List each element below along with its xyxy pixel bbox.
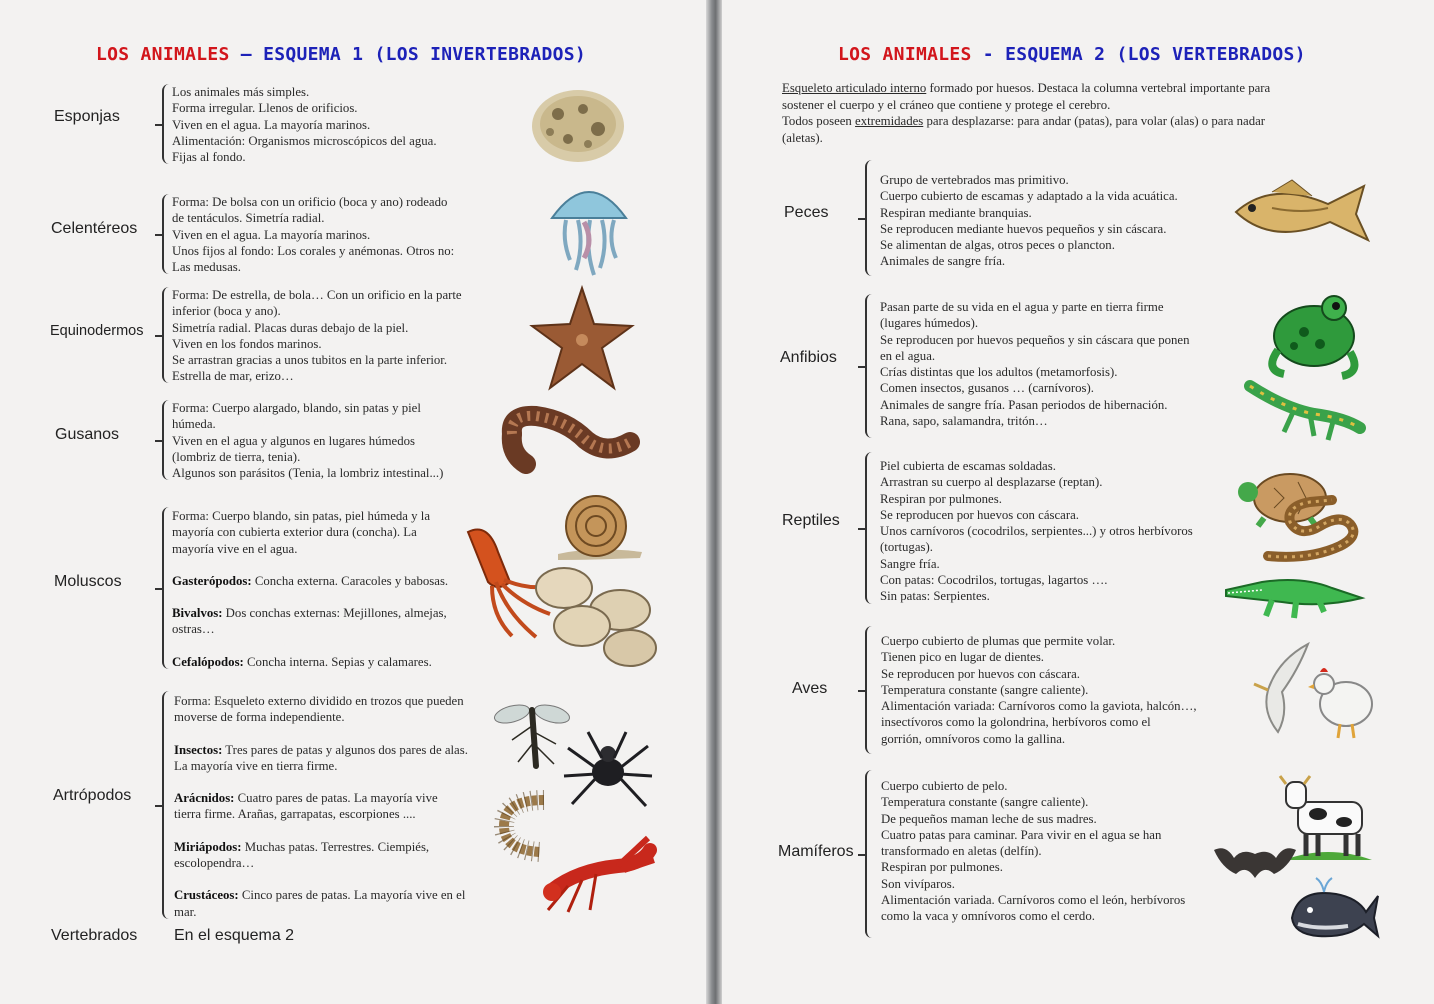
text-line: Alimentación: Organismos microscópicos del agua. bbox=[172, 133, 437, 148]
text-line: Forma: De bolsa con un orificio (boca y ano) rodeado bbox=[172, 195, 448, 209]
block-aves bbox=[881, 633, 1261, 747]
label-anfibios: Anfibios bbox=[780, 349, 837, 366]
text-line: en el agua. bbox=[880, 348, 936, 363]
title-red-part: LOS ANIMALES bbox=[838, 44, 972, 65]
starfish-illustration bbox=[526, 284, 638, 396]
definition: Cuatro pares de patas. La mayoría vive bbox=[234, 791, 438, 806]
label-celentereos: Celentéreos bbox=[51, 220, 138, 237]
text-line: Respiran por pulmones. bbox=[881, 860, 1003, 875]
right-page-title bbox=[838, 44, 1306, 65]
text-line: Piel cubierta de escamas soldadas. bbox=[880, 459, 1056, 473]
block-mamiferos bbox=[881, 778, 1261, 925]
text-line: Viven en el agua. La mayoría marinos. bbox=[172, 117, 371, 132]
block-peces bbox=[880, 172, 1250, 270]
text-line: Son vivíparos. bbox=[881, 876, 955, 891]
brace-reptiles bbox=[865, 452, 875, 604]
left-page-title bbox=[96, 44, 586, 65]
miriapodos-line bbox=[174, 839, 519, 855]
title-blue-part: ESQUEMA 1 (LOS INVERTEBRADOS) bbox=[263, 44, 587, 65]
title-blue-part: ESQUEMA 2 (LOS VERTEBRADOS) bbox=[1005, 44, 1306, 65]
text-line: Alimentación variada. Carnívoros como el león, herbívoros bbox=[881, 893, 1186, 908]
text-line: Respiran por pulmones. bbox=[880, 491, 1002, 506]
spider-illustration bbox=[562, 728, 654, 812]
text-line: (lombriz de tierra, tenia). bbox=[172, 449, 301, 464]
block-anfibios bbox=[880, 299, 1260, 429]
brace-equinodermos bbox=[162, 287, 172, 383]
text-line: Cuerpo cubierto de plumas que permite volar. bbox=[881, 634, 1116, 648]
gasteropodos-line bbox=[172, 573, 502, 589]
text-line: transformado en aletas (delfín). bbox=[881, 844, 1042, 859]
text-line: Los animales más simples. bbox=[172, 85, 310, 99]
text-line: Se alimentan de algas, otros peces o plancton. bbox=[880, 238, 1115, 253]
text-line: mayoría vive en el agua. bbox=[172, 541, 298, 556]
crocodile-illustration bbox=[1222, 568, 1364, 620]
label-mamiferos: Mamíferos bbox=[778, 843, 854, 860]
text-line: Unos carnívoros (cocodrilos, serpientes...) y otros herbívoros bbox=[880, 524, 1193, 539]
text-line: mar. bbox=[174, 904, 197, 919]
brace-celentereos bbox=[162, 194, 172, 274]
brace-peces bbox=[865, 160, 875, 276]
insectos-line bbox=[174, 742, 519, 758]
definition: Dos conchas externas: Mejillones, almejas, bbox=[222, 606, 447, 621]
bat-illustration bbox=[1212, 834, 1298, 884]
text-line: húmeda. bbox=[172, 417, 216, 432]
text-line: Cuerpo cubierto de pelo. bbox=[881, 779, 1008, 793]
brace-anfibios bbox=[865, 294, 875, 438]
bivalvos-line bbox=[172, 605, 502, 621]
block-celentereos bbox=[172, 194, 517, 275]
text-line: Arrastran su cuerpo al desplazarse (reptan). bbox=[880, 475, 1103, 490]
sponge-illustration bbox=[528, 84, 628, 164]
text-line: Forma: Cuerpo alargado, blando, sin patas y piel bbox=[172, 401, 421, 415]
whale-illustration bbox=[1288, 872, 1380, 944]
text-line: Temperatura constante (sangre caliente). bbox=[881, 795, 1089, 810]
aracnidos-line bbox=[174, 790, 519, 806]
text-line: Rana, sapo, salamandra, tritón… bbox=[880, 414, 1048, 429]
text-line: (tortugas). bbox=[880, 540, 933, 555]
right-page bbox=[722, 0, 1434, 1004]
text-line: Se reproducen por huevos pequeños y sin cáscara que ponen bbox=[880, 332, 1190, 347]
text-line: Temperatura constante (sangre caliente). bbox=[881, 682, 1089, 697]
text-line: De pequeños maman leche de sus madres. bbox=[881, 811, 1097, 826]
text-line: Se reproducen por huevos con cáscara. bbox=[880, 507, 1079, 522]
text-line: Sangre fría. bbox=[880, 556, 940, 571]
hen-illustration bbox=[1310, 664, 1380, 740]
page-gutter bbox=[706, 0, 722, 1004]
brace-gusanos bbox=[162, 400, 172, 480]
text-line: Cuatro patas para caminar. Para vivir en el agua se han bbox=[881, 827, 1162, 842]
text-line: Forma: De estrella, de bola… Con un orificio en la parte bbox=[172, 288, 462, 302]
label-gusanos: Gusanos bbox=[55, 426, 120, 443]
text-line: tierra firme. Arañas, garrapatas, escorpiones .... bbox=[174, 807, 416, 822]
text-span: para desplazarse: para andar (patas), para volar (alas) o para nadar bbox=[923, 114, 1266, 128]
text-line: (lugares húmedos). bbox=[880, 316, 979, 331]
insect-illustration bbox=[492, 696, 572, 772]
brace-moluscos bbox=[162, 507, 172, 669]
text-line: como la vaca y omnívoros como el cerdo. bbox=[881, 909, 1095, 924]
text-line: Estrella de mar, erizo… bbox=[172, 369, 294, 384]
text-line: Alimentación variada: Carnívoros como la gaviota, halcón…, bbox=[881, 699, 1197, 714]
text-line: Sin patas: Serpientes. bbox=[880, 589, 990, 604]
text-line: Forma irregular. Llenos de orificios. bbox=[172, 101, 358, 116]
block-equinodermos bbox=[172, 287, 517, 385]
term: Bivalvos: bbox=[172, 606, 223, 621]
text-line: Animales de sangre fría. bbox=[880, 254, 1006, 269]
crayfish-illustration bbox=[538, 830, 658, 916]
text-line: ostras… bbox=[172, 622, 215, 637]
text-line: escolopendra… bbox=[174, 856, 255, 871]
definition: Muchas patas. Terrestres. Ciempiés, bbox=[241, 839, 430, 854]
jellyfish-illustration bbox=[546, 178, 632, 280]
clams-illustration bbox=[534, 566, 658, 670]
label-peces: Peces bbox=[784, 204, 829, 221]
block-esponjas bbox=[172, 84, 512, 165]
term: Insectos: bbox=[174, 742, 223, 757]
intro-line: (aletas). bbox=[782, 130, 823, 145]
text-line: de tentáculos. Simetría radial. bbox=[172, 211, 325, 226]
worm-illustration bbox=[496, 404, 644, 478]
definition: Tres pares de patas y algunos dos pares de alas. bbox=[222, 742, 468, 757]
text-line: Fijas al fondo. bbox=[172, 150, 246, 165]
text-line: Las medusas. bbox=[172, 260, 241, 275]
left-page bbox=[0, 0, 706, 1004]
term: Cefalópodos: bbox=[172, 654, 244, 669]
text-span: Todos poseen bbox=[782, 114, 856, 128]
text-line: Unos fijos al fondo: Los corales y anémonas. Otros no: bbox=[172, 243, 455, 258]
brace-artropodos bbox=[162, 691, 172, 919]
label-moluscos: Moluscos bbox=[54, 573, 122, 590]
term: Gasterópodos: bbox=[172, 573, 252, 588]
text-line: Viven en los fondos marinos. bbox=[172, 336, 322, 351]
underlined-term: Esqueleto articulado interno bbox=[782, 81, 927, 95]
text-line: insectívoros como la golondrina, herbívoros como el bbox=[881, 715, 1151, 730]
term: Arácnidos: bbox=[174, 791, 235, 806]
label-reptiles: Reptiles bbox=[782, 512, 840, 529]
brace-esponjas bbox=[162, 84, 172, 164]
intro-line bbox=[782, 80, 1372, 97]
brace-mamiferos bbox=[865, 770, 875, 938]
definition: Concha interna. Sepias y calamares. bbox=[243, 654, 432, 669]
label-artropodos: Artrópodos bbox=[53, 787, 132, 804]
text-line: mayoría con cubierta exterior dura (concha). La bbox=[172, 525, 417, 540]
term: Miriápodos: bbox=[174, 839, 242, 854]
definition: Concha externa. Caracoles y babosas. bbox=[251, 573, 449, 588]
label-equinodermos: Equinodermos bbox=[50, 323, 144, 339]
text-line: inferior (boca y ano). bbox=[172, 304, 281, 319]
title-dash: - bbox=[971, 44, 1006, 65]
intro-line: sostener el cuerpo y el cráneo que contiene y protege el cerebro. bbox=[782, 97, 1111, 112]
definition: Cinco pares de patas. La mayoría vive en el bbox=[238, 888, 466, 903]
text-span: formado por huesos. Destaca la columna vertebral importante para bbox=[926, 81, 1271, 95]
term: Crustáceos: bbox=[174, 888, 239, 903]
label-aves: Aves bbox=[792, 680, 828, 697]
text-line: Se arrastran gracias a unos tubitos en la parte inferior. bbox=[172, 353, 448, 368]
brace-aves bbox=[865, 626, 875, 754]
intro-line bbox=[782, 113, 1372, 130]
text-line: Forma: Esqueleto externo dividido en trozos que pueden bbox=[174, 694, 464, 708]
text-line: Simetría radial. Placas duras debajo de la piel. bbox=[172, 320, 409, 335]
frog-illustration bbox=[1264, 288, 1364, 380]
crustaceos-line bbox=[174, 887, 519, 903]
text-line: Pasan parte de su vida en el agua y parte en tierra firme bbox=[880, 300, 1164, 314]
label-vertebrados: Vertebrados bbox=[51, 927, 138, 944]
text-line: Comen insectos, gusanos … (carnívoros). bbox=[880, 381, 1094, 396]
title-red-part: LOS ANIMALES bbox=[96, 44, 230, 65]
vertebrates-intro bbox=[782, 80, 1372, 146]
seagull-illustration bbox=[1248, 640, 1318, 736]
block-reptiles bbox=[880, 458, 1260, 605]
text-line: Viven en el agua. La mayoría marinos. bbox=[172, 227, 371, 242]
text-line: Viven en el agua y algunos en lugares húmedos bbox=[172, 433, 416, 448]
block-gusanos bbox=[172, 400, 502, 481]
snake-illustration bbox=[1260, 496, 1370, 566]
text-line: Grupo de vertebrados mas primitivo. bbox=[880, 173, 1069, 187]
salamander-illustration bbox=[1244, 378, 1364, 452]
block-artropodos bbox=[174, 693, 519, 920]
vertebrados-reference: En el esquema 2 bbox=[174, 927, 295, 944]
block-moluscos bbox=[172, 508, 502, 670]
text-line: Forma: Cuerpo blando, sin patas, piel húmeda y la bbox=[172, 509, 431, 523]
text-line: Se reproducen por huevos con cáscara. bbox=[881, 666, 1080, 681]
text-line: Crías distintas que los adultos (metamorfosis). bbox=[880, 365, 1118, 380]
text-line: Animales de sangre fría. Pasan periodos de hibernación. bbox=[880, 397, 1168, 412]
text-line: Algunos son parásitos (Tenia, la lombriz intestinal...) bbox=[172, 466, 444, 481]
text-line: La mayoría vive en tierra firme. bbox=[174, 758, 338, 773]
text-line: Tienen pico en lugar de dientes. bbox=[881, 650, 1045, 665]
text-line: gorrión, omnívoros como la gallina. bbox=[881, 731, 1066, 746]
text-line: Cuerpo cubierto de escamas y adaptado a la vida acuática. bbox=[880, 189, 1178, 204]
text-line: Respiran mediante branquias. bbox=[880, 205, 1032, 220]
text-line: Se reproducen mediante huevos pequeños y sin cáscara. bbox=[880, 221, 1167, 236]
fish-illustration bbox=[1232, 178, 1374, 248]
title-dash: – bbox=[229, 44, 264, 65]
underlined-term: extremidades bbox=[855, 114, 924, 128]
text-line: moverse de forma independiente. bbox=[174, 710, 345, 725]
snail-illustration bbox=[554, 488, 646, 564]
label-esponjas: Esponjas bbox=[54, 108, 120, 125]
cefalopodos-line bbox=[172, 654, 502, 670]
text-line: Con patas: Cocodrilos, tortugas, lagartos …. bbox=[880, 573, 1108, 588]
